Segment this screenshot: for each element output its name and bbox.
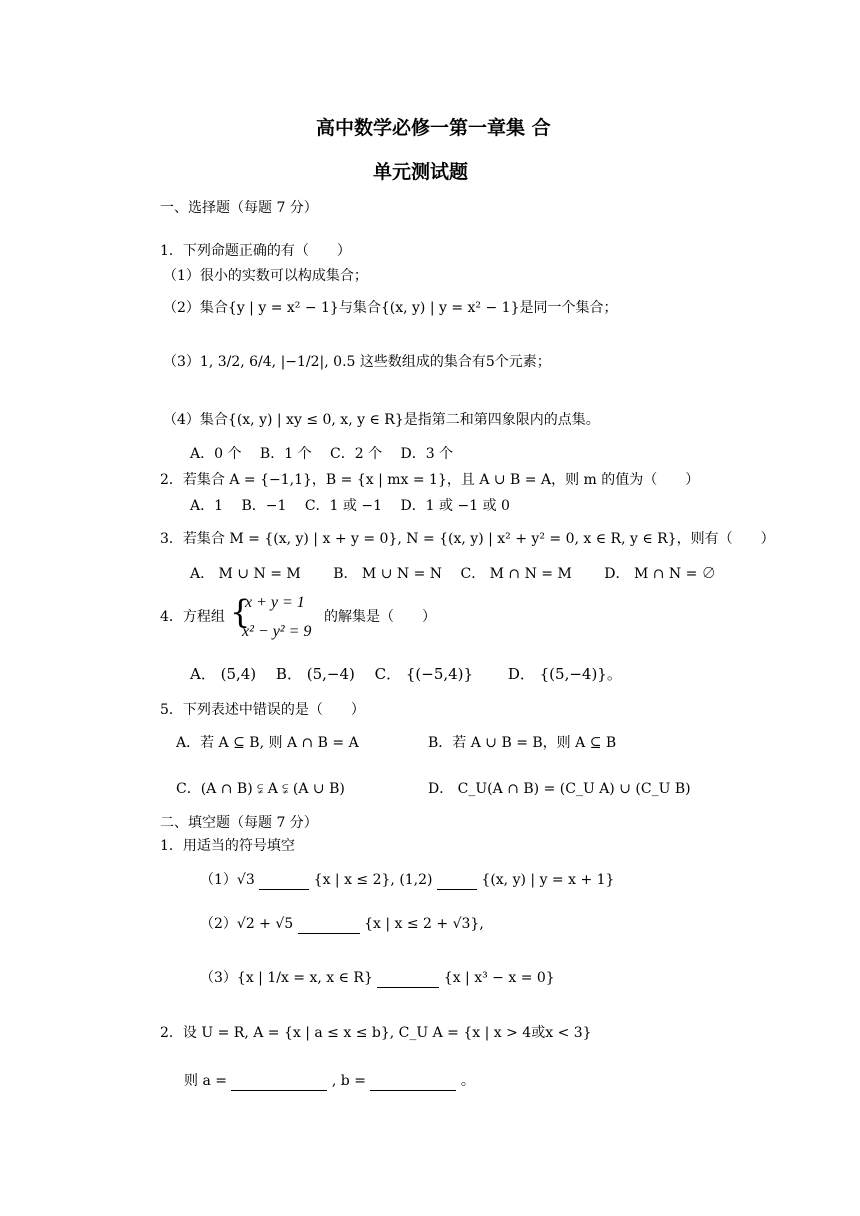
f1-p2-left: （2）√2 + √5 bbox=[200, 916, 294, 932]
q4-suffix: 的解集是（ ） bbox=[324, 609, 436, 625]
answer-blank[interactable] bbox=[437, 873, 477, 890]
f1-part-1 bbox=[200, 870, 614, 890]
f1-part-2 bbox=[200, 914, 484, 934]
q1-stem: 1．下列命题正确的有（ ） bbox=[160, 243, 351, 259]
f1-p2-right: {x | x ≤ 2 + √3}, bbox=[364, 916, 484, 932]
q4-options: A． (5,4) B． (5,−4) C． {(−5,4)} D． {(5,−4)}。 bbox=[190, 665, 622, 683]
f1-stem: 1．用适当的符号填空 bbox=[160, 838, 295, 854]
q3-options: A． M ∪ N = M B． M ∪ N = N C． M ∩ N = M D． M ∩ N = ∅ bbox=[190, 566, 716, 582]
f2-end: 。 bbox=[460, 1073, 475, 1089]
section-fill-heading: 二、填空题（每题 7 分） bbox=[160, 815, 318, 831]
q3-stem: 3．若集合 M = {(x, y) | x + y = 0}, N = {(x, y) | x² + y² = 0, x ∈ R, y ∈ R}，则有（ ） bbox=[160, 531, 775, 547]
q4-equation-2: x² − y² = 9 bbox=[242, 623, 312, 640]
f2-stem: 2．设 U = R, A = {x | a ≤ x ≤ b}, C_U A = {x | x > 4或x < 3} bbox=[160, 1025, 592, 1041]
answer-blank-a[interactable] bbox=[231, 1074, 327, 1091]
f1-p3-right: {x | x³ − x = 0} bbox=[443, 970, 555, 986]
q1-statement-3: （3）1, 3/2, 6/4, |−1/2|, 0.5 这些数组成的集合有5个元素； bbox=[163, 354, 551, 370]
answer-blank[interactable] bbox=[298, 917, 360, 934]
section-choice-heading: 一、选择题（每题 7 分） bbox=[160, 200, 318, 216]
brace-symbol: { bbox=[230, 593, 251, 631]
f2-answer-line bbox=[184, 1071, 475, 1091]
q1-options: A．0 个 B．1 个 C．2 个 D．3 个 bbox=[190, 446, 454, 462]
q4-equation-1: x + y = 1 bbox=[245, 594, 305, 611]
answer-blank[interactable] bbox=[377, 971, 439, 988]
q2-options: A．1 B．−1 C．1 或 −1 D．1 或 −1 或 0 bbox=[190, 498, 510, 514]
q5-option-d: D． C_U(A ∩ B) = (C_U A) ∪ (C_U B) bbox=[428, 781, 691, 797]
q4-prefix: 4．方程组 bbox=[160, 609, 225, 625]
f1-part-3 bbox=[200, 968, 555, 988]
q2-stem: 2．若集合 A = {−1,1}，B = {x | mx = 1}，且 A ∪ B = A，则 m 的值为（ ） bbox=[160, 472, 700, 488]
q5-stem: 5．下列表述中错误的是（ ） bbox=[160, 702, 365, 718]
q5-option-c: C．(A ∩ B) ⫋ A ⫋ (A ∪ B) bbox=[176, 781, 345, 797]
f1-p3-left: （3）{x | 1/x = x, x ∈ R} bbox=[200, 970, 373, 986]
q5-option-a: A．若 A ⊆ B, 则 A ∩ B = A bbox=[176, 735, 359, 751]
q5-option-b: B．若 A ∪ B = B，则 A ⊆ B bbox=[428, 735, 617, 751]
f1-p1-right: {(x, y) | y = x + 1} bbox=[481, 872, 615, 888]
f2-b-label: , b = bbox=[331, 1073, 366, 1089]
q1-statement-2: （2）集合{y | y = x² − 1}与集合{(x, y) | y = x² − 1}是同一个集合； bbox=[163, 300, 618, 316]
f1-p1-mid: {x | x ≤ 2}, (1,2) bbox=[313, 872, 433, 888]
answer-blank-b[interactable] bbox=[370, 1074, 456, 1091]
q1-statement-4: （4）集合{(x, y) | xy ≤ 0, x, y ∈ R}是指第二和第四象限内的点集。 bbox=[163, 412, 600, 428]
page-subtitle: 单元测试题 bbox=[373, 161, 469, 183]
answer-blank[interactable] bbox=[259, 873, 309, 890]
q1-statement-1: （1）很小的实数可以构成集合； bbox=[163, 268, 368, 284]
f2-a-label: 则 a = bbox=[184, 1073, 227, 1089]
f1-p1-left: （1）√3 bbox=[200, 872, 255, 888]
page-title: 高中数学必修一第一章集 合 bbox=[316, 117, 551, 139]
